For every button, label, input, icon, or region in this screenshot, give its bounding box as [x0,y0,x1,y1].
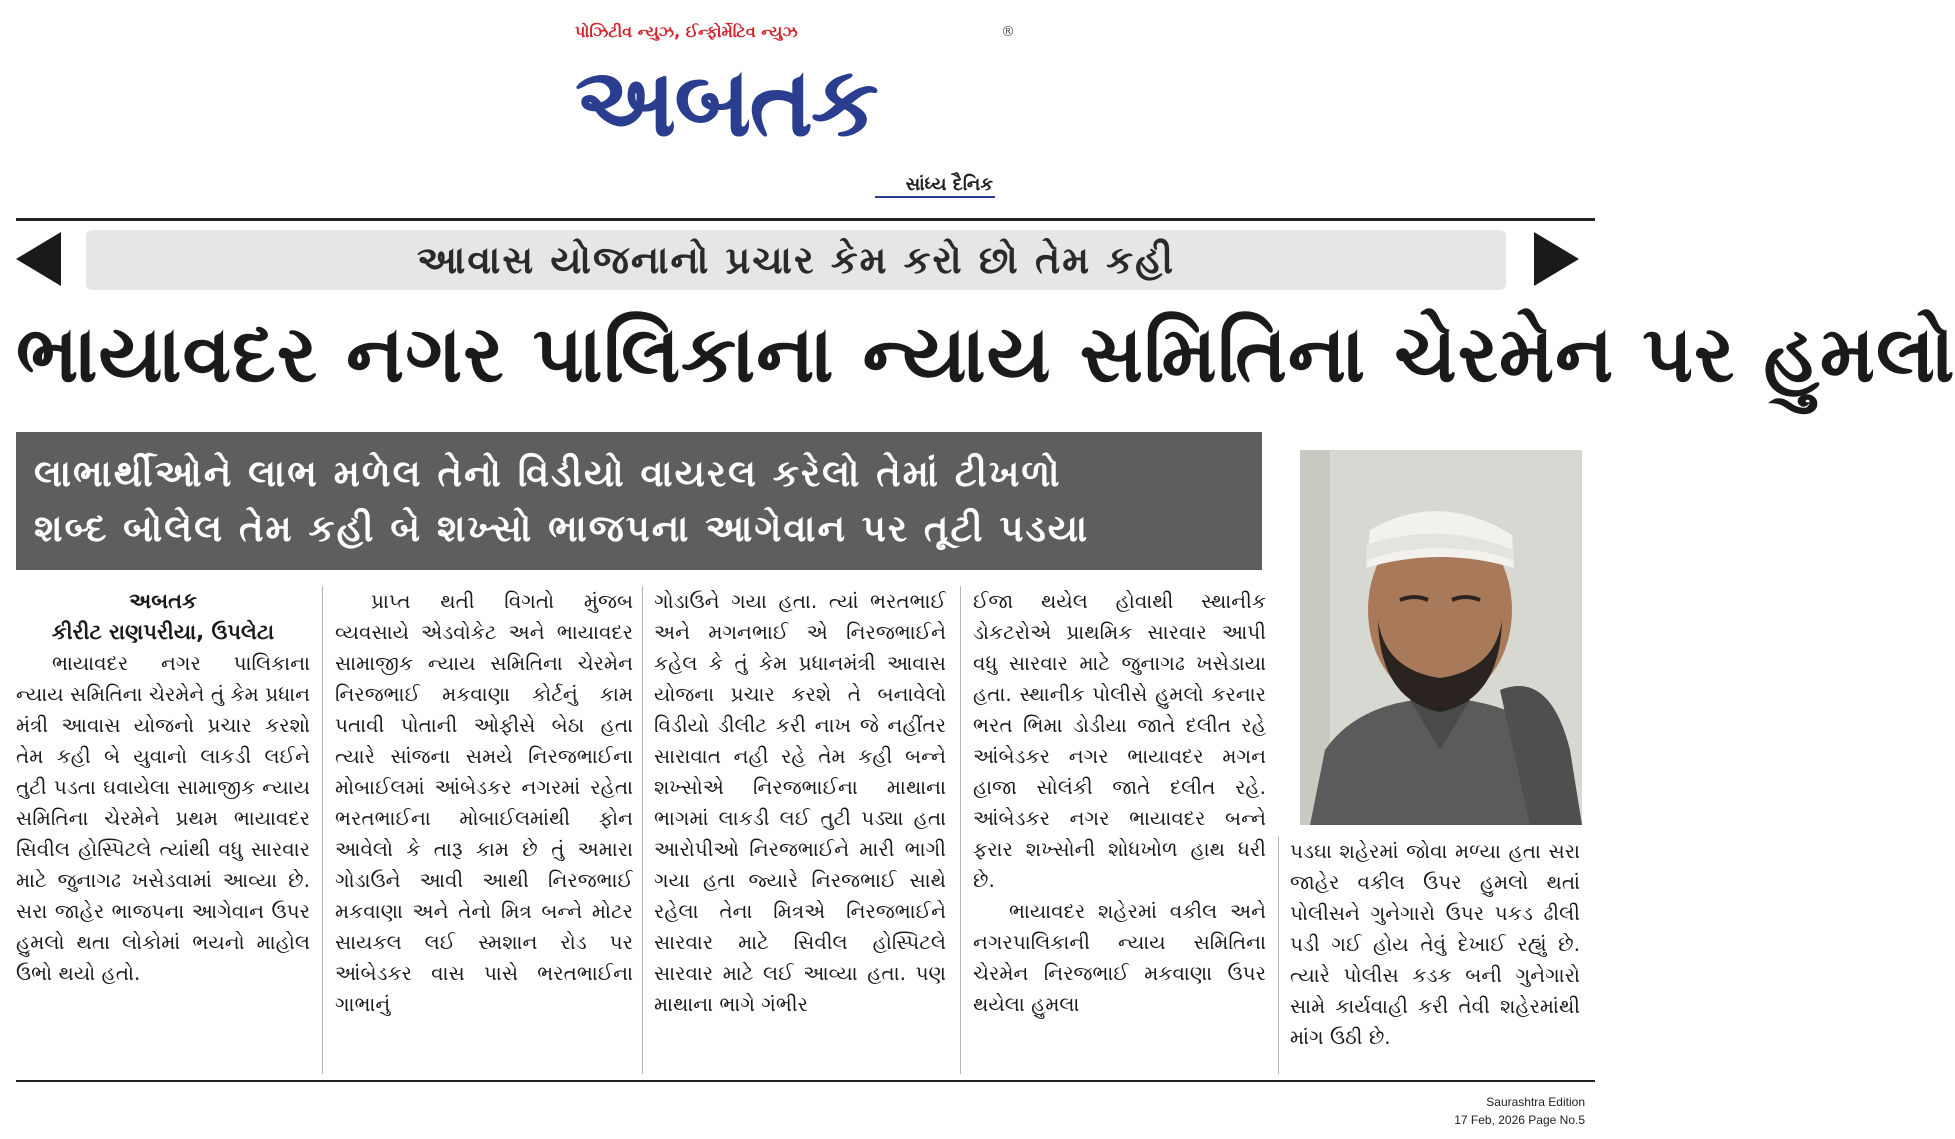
column-text: ભાયાવદર નગર પાલિકાના ન્યાય સમિતિના ચેરમેને તું કેમ પ્રધાન મંત્રી આવાસ યોજનો પ્રચાર કરશો તેમ કહી બે યુવાનો લાકડી લઈને તુટી પડતા ઘવાયેલા સામાજીક ન્યાય સમિતિના ચેરમેને પ્રથમ ભાયાવદર સિવીલ હોસ્પિટલે ત્યાંથી વધુ સારવાર માટે જુનાગઢ ખસેડવામાં આવ્યા છે. સરા જાહેર ભાજપના આગેવાન ઉપર હુમલો થતા લોકોમાં ભયનો માહોલ ઉભો થયો હતો. [16,651,310,985]
edition-name: Saurashtra Edition [1486,1095,1585,1109]
kicker-text: આવાસ યોજનાનો પ્રચાર કેમ કરો છો તેમ કહી [86,230,1506,290]
logo-underline [875,196,995,198]
bandaged-man-photo-icon [1300,450,1582,825]
top-divider [16,218,1595,221]
victim-photo [1300,450,1582,825]
article-column-2 [335,586,633,1076]
right-arrow-icon [1534,232,1579,286]
column-divider [322,586,323,1074]
bottom-divider [16,1080,1595,1082]
column-text: ગોડાઉને ગયા હતા. ત્યાં ભરતભાઈ અને મગનભાઈ એ નિરજભાઈને કહેલ કે તું કેમ પ્રધાનમંત્રી આવાસ યોજના પ્રચાર કરશે તે બનાવેલો વિડીયો ડીલીટ કરી નાખ જે નહીંતર સારાવાત નહી રહે તેમ કહી બન્ને શખ્સોએ નિરજભાઈના માથાના ભાગમાં લાકડી લઈ તુટી પડ્યા હતા આરોપીઓ નિરજભાઈને મારી ભાગી ગયા હતા જ્યારે નિરજભાઈ સાથે રહેલા તેના મિત્રએ નિરજભાઈને સારવાર માટે સિવીલ હોસ્પિટલે સારવાર માટે લઈ આવ્યા હતા. પણ માથાના ભાગે ગંભીર [654,589,946,1016]
column-text: પડઘા શહેરમાં જોવા મળ્યા હતા સરા જાહેર વકીલ ઉપર હુમલો થતાં પોલીસને ગુનેગારો ઉપર પકડ ઢીલી પડી ગઈ હોય તેવું દેખાઈ રહ્યું છે. ત્યારે પોલીસ કડક બની ગુનેગારો સામે કાર્યવાહી કરી તેવી શહેરમાંથી માંગ ઉઠી છે. [1290,839,1580,1049]
registered-mark: ® [1001,24,1015,40]
column-text: પ્રાપ્ત થતી વિગતો મુંજબ વ્યવસાયે એડવોકેટ અને ભાયાવદર સામાજીક ન્યાય સમિતિના ચેરમેન નિરજભાઈ મકવાણા કોર્ટનું કામ પતાવી પોતાની ઓફીસે બેઠા હતા ત્યારે સાંજના સમયે નિરજભાઈના મોબાઈલમાં આંબેડકર નગરમાં રહેતા ભરતભાઈના મોબાઈલમાંથી ફોન આવેલો કે તારૂ કામ છે તું અમારા ગોડાઉને આવી આથી નિરજભાઈ મકવાણા અને તેનો મિત્ર બન્ને મોટર સાયકલ લઈ સ્મશાન રોડ પર આંબેડકર વાસ પાસે ભરતભાઈના ગાભાનું [335,589,633,1016]
date-page: 17 Feb, 2026 Page No.5 [1454,1113,1585,1127]
deck-line: લાભાર્થીઓને લાભ મળેલ તેનો વિડીયો વાયરલ કરેલો તેમાં ટીખળો [34,452,1062,495]
page-footer [1454,1093,1585,1129]
article-column-4 [973,586,1266,1076]
column-divider [960,586,961,1074]
column-divider [1278,836,1279,1074]
column-divider [642,586,643,1074]
article-column-1 [16,586,310,1076]
column-text: ભાયાવદર શહેરમાં વકીલ અને નગરપાલિકાની ન્યાય સમિતિના ચેરમેન નિરજભાઈ મકવાણા ઉપર થયેલા હુમલા [973,899,1266,1016]
deck [16,432,1262,570]
deck-line: શબ્દ બોલેલ તેમ કહી બે શખ્સો ભાજપના આગેવાન પર તૂટી પડયા [34,507,1090,550]
kicker-banner [16,230,1579,290]
article-column-5 [1290,836,1580,1076]
column-text: ઈજા થયેલ હોવાથી સ્થાનીક ડોકટરોએ પ્રાથમિક સારવાર આપી વધુ સારવાર માટે જુનાગઢ ખસેડાયા હતા. સ્થાનીક પોલીસે હુમલો કરનાર ભરત ભિમા ડોડીયા જાતે દલીત રહે આંબેડકર નગર ભાયાવદર મગન હાજા સોલંકી જાતે દલીત રહે. આંબેડકર નગર ભાયાવદર બન્ને ફરાર શખ્સોની શોધખોળ હાથ ધરી છે. [973,589,1266,892]
headline: ભાયાવદર નગર પાલિકાના ન્યાય સમિતિના ચેરમેન પર હુમલો [16,310,1955,400]
masthead [575,18,1015,208]
byline-reporter: કીરીટ રાણપરીયા, ઉપલેટા [51,620,275,644]
newspaper-logo: અબતક [575,46,877,158]
byline-source: અબતક [129,589,197,613]
masthead-tagline: પોઝિટીવ ન્યુઝ, ઈન્ફોર્મેટિવ ન્યુઝ [575,22,798,41]
left-arrow-icon [16,232,61,286]
edition-type: સાંધ્ય દૈનિક [905,174,993,195]
article-column-3 [654,586,946,1076]
